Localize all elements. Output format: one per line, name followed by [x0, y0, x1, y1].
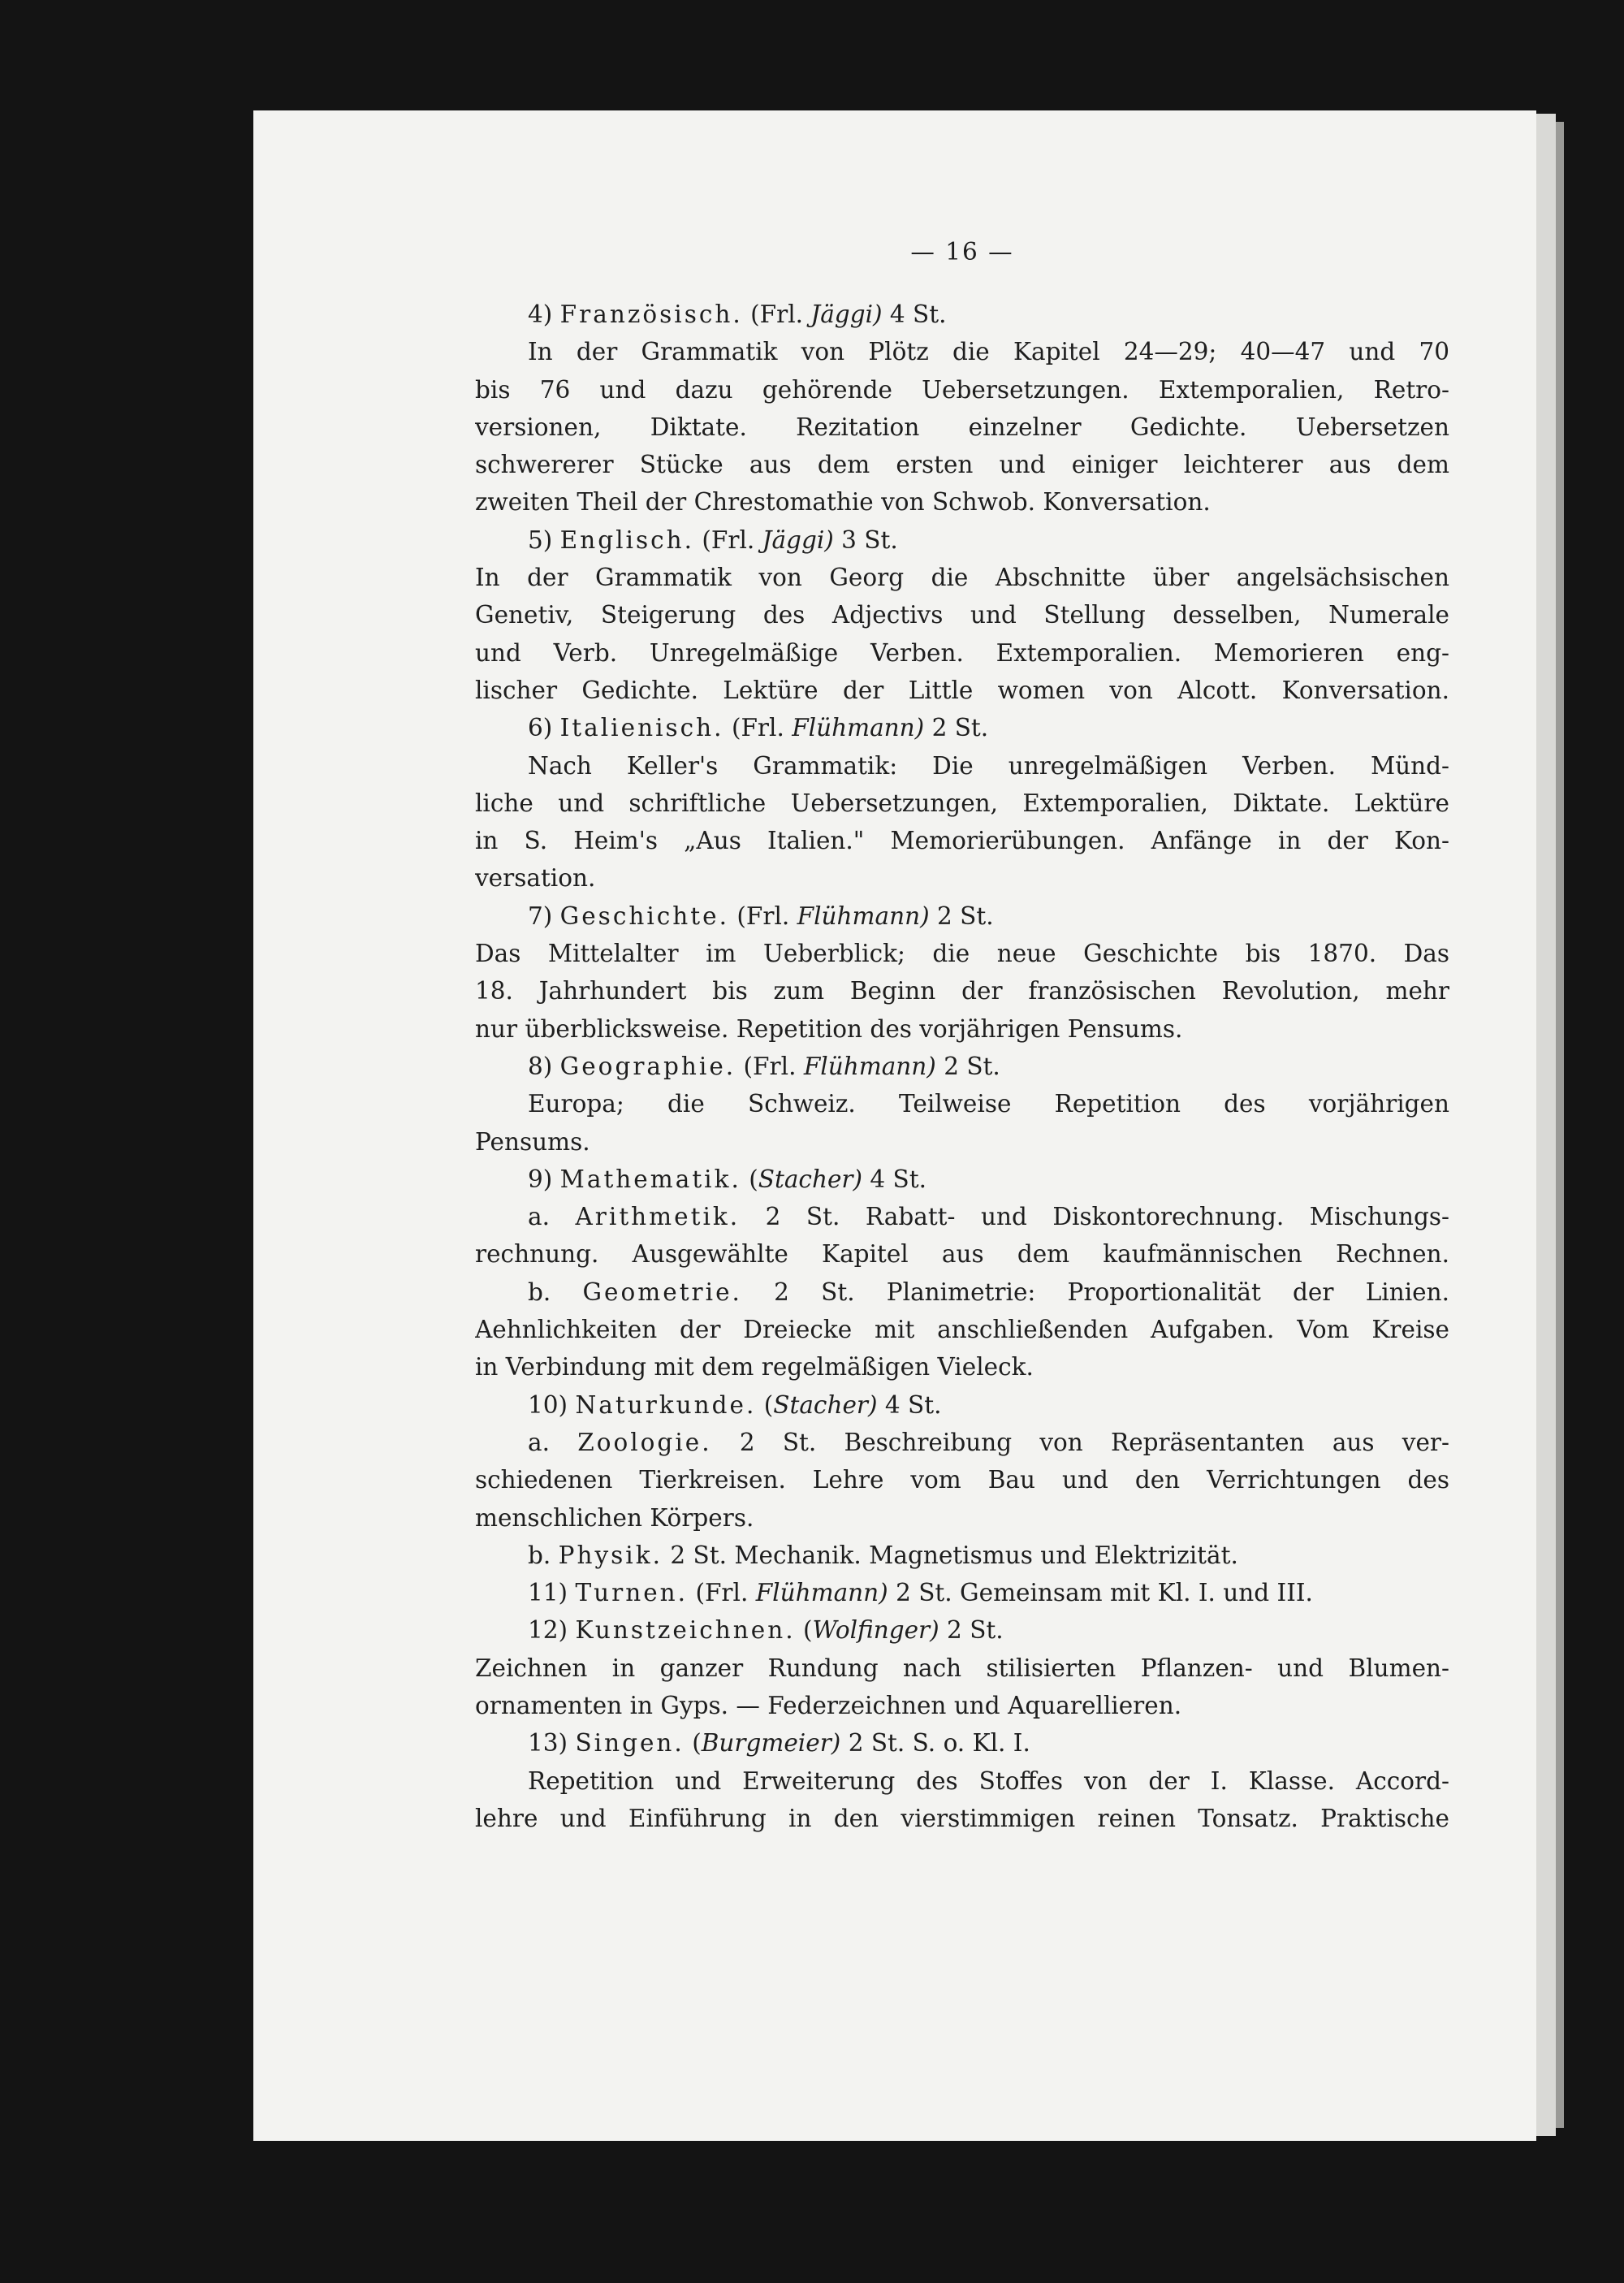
subject-heading: Zoologie.: [577, 1428, 712, 1456]
text-line: [475, 1611, 1449, 1649]
text-segment: 4 St.: [862, 1165, 926, 1193]
text-segment: 18. Jahrhundert bis zum Beginn der französischen Revolution, mehr: [475, 977, 1449, 1005]
text-line: [475, 859, 1449, 897]
text-line: [475, 709, 1449, 746]
text-segment: nur überblicksweise. Repetition des vorjährigen Pensums.: [475, 1014, 1183, 1043]
text-line: [475, 1537, 1449, 1574]
text-line: [475, 1687, 1449, 1724]
text-segment: in Verbindung mit dem regelmäßigen Vieleck.: [475, 1353, 1034, 1381]
page-edge: [1536, 114, 1556, 2136]
text-segment: 6): [528, 714, 560, 742]
page-edge-shadow: [1556, 122, 1564, 2128]
text-line: [475, 747, 1449, 785]
text-line: [475, 1386, 1449, 1424]
text-line: [475, 521, 1449, 559]
text-line: [475, 1273, 1449, 1311]
teacher-name: Flühmann): [792, 714, 925, 742]
text-line: [475, 672, 1449, 709]
text-segment: lischer Gedichte. Lektüre der Little women von Alcott. Konversation.: [475, 676, 1449, 704]
text-line: [475, 935, 1449, 972]
teacher-name: Wolfinger): [812, 1616, 939, 1645]
text-line: [475, 897, 1449, 935]
text-segment: versionen, Diktate. Rezitation einzelner Gedichte. Uebersetzen: [475, 413, 1449, 441]
teacher-name: Flühmann): [755, 1579, 888, 1607]
subject-heading: Physik.: [558, 1541, 663, 1569]
text-segment: (Frl.: [693, 525, 762, 554]
text-segment: 3 St.: [833, 525, 898, 554]
text-segment: 8): [528, 1052, 560, 1080]
text-line: [475, 1424, 1449, 1461]
text-segment: a.: [528, 1428, 578, 1456]
subject-heading: Singen.: [575, 1729, 685, 1758]
text-line: [475, 596, 1449, 633]
subject-heading: Italienisch.: [559, 714, 724, 742]
subject-heading: Kunstzeichnen.: [575, 1616, 796, 1645]
text-line: [475, 634, 1449, 672]
subject-heading: Geschichte.: [559, 902, 729, 930]
text-segment: ornamenten in Gyps. — Federzeichnen und Aquarellieren.: [475, 1691, 1182, 1719]
text-line: [475, 483, 1449, 521]
text-segment: Nach Keller's Grammatik: Die unregelmäßigen Verben. Münd-: [528, 751, 1449, 780]
text-segment: (: [795, 1616, 813, 1645]
text-segment: 2 St. Mechanik. Magnetismus und Elektrizität.: [662, 1541, 1238, 1569]
text-segment: 4): [528, 301, 560, 328]
text-segment: menschlichen Körpers.: [475, 1503, 754, 1532]
teacher-name: Stacher): [758, 1165, 863, 1193]
text-line: [475, 1499, 1449, 1537]
subject-heading: Mathematik.: [559, 1165, 741, 1193]
text-segment: 9): [528, 1165, 560, 1193]
text-segment: Repetition und Erweiterung des Stoffes von der I. Klasse. Accord-: [528, 1766, 1449, 1795]
subject-heading: Geographie.: [559, 1052, 736, 1080]
teacher-name: Burgmeier): [701, 1729, 841, 1758]
text-segment: (Frl.: [742, 301, 811, 328]
text-segment: Genetiv, Steigerung des Adjectivs und Stellung desselben, Numerale: [475, 601, 1449, 629]
teacher-name: Flühmann): [803, 1052, 936, 1080]
text-segment: (Frl.: [688, 1579, 756, 1607]
text-segment: b.: [528, 1278, 583, 1306]
text-segment: versation.: [475, 864, 596, 893]
text-line: [475, 1800, 1449, 1837]
text-segment: 2 St.: [924, 714, 989, 742]
text-line: [475, 1123, 1449, 1161]
text-segment: 11): [528, 1579, 576, 1607]
text-line: [475, 409, 1449, 446]
subject-heading: Naturkunde.: [575, 1390, 757, 1419]
page-number: — 16 —: [910, 238, 1014, 266]
text-segment: zweiten Theil der Chrestomathie von Schwob. Konversation.: [475, 488, 1211, 517]
teacher-name: Flühmann): [797, 902, 930, 930]
text-line: [475, 1235, 1449, 1273]
body-text: [475, 296, 1449, 1837]
text-segment: 2 St. S. o. Kl. I.: [840, 1729, 1030, 1758]
text-segment: 2 St.: [939, 1616, 1004, 1645]
text-segment: 2 St.: [929, 902, 994, 930]
text-segment: (: [756, 1390, 774, 1419]
text-line: [475, 1461, 1449, 1498]
text-segment: Zeichnen in ganzer Rundung nach stilisierten Pflanzen- und Blumen-: [475, 1654, 1449, 1682]
text-segment: (: [741, 1165, 758, 1193]
text-segment: liche und schriftliche Uebersetzungen, Extemporalien, Diktate. Lektüre: [475, 789, 1449, 817]
text-segment: 7): [528, 902, 560, 930]
text-segment: 2 St. Planimetrie: Proportionalität der Linien.: [741, 1278, 1449, 1306]
text-segment: Pensums.: [475, 1127, 590, 1156]
page-text: [475, 234, 1449, 1837]
text-segment: 2 St.: [935, 1052, 1000, 1080]
text-segment: a.: [528, 1203, 576, 1231]
text-segment: schwererer Stücke aus dem ersten und einiger leichterer aus dem: [475, 451, 1449, 479]
subject-heading: Französisch.: [559, 301, 743, 328]
subject-heading: Geometrie.: [582, 1278, 742, 1306]
text-line: [475, 1311, 1449, 1348]
text-segment: lehre und Einführung in den vierstimmigen reinen Tonsatz. Praktische: [475, 1804, 1449, 1832]
text-segment: 4 St.: [877, 1390, 942, 1419]
teacher-name: Jäggi): [762, 525, 834, 554]
text-line: [475, 1198, 1449, 1235]
text-segment: 2 St. Rabatt- und Diskontorechnung. Mischungs-: [740, 1203, 1449, 1231]
subject-heading: Englisch.: [559, 525, 694, 554]
text-segment: rechnung. Ausgewählte Kapitel aus dem kaufmännischen Rechnen.: [475, 1240, 1449, 1269]
text-line: [475, 1348, 1449, 1386]
text-line: [475, 1574, 1449, 1611]
text-line: [475, 371, 1449, 409]
subject-heading: Turnen.: [575, 1579, 689, 1607]
text-segment: schiedenen Tierkreisen. Lehre vom Bau und den Verrichtungen des: [475, 1466, 1449, 1494]
text-line: [475, 1762, 1449, 1800]
text-line: [475, 296, 1449, 333]
text-line: [475, 785, 1449, 822]
text-line: [475, 1650, 1449, 1687]
text-segment: (Frl.: [723, 714, 793, 742]
text-segment: in S. Heim's „Aus Italien." Memorierübungen. Anfänge in der Kon-: [475, 827, 1449, 855]
text-line: [475, 333, 1449, 370]
text-line: [475, 1085, 1449, 1122]
text-segment: (: [684, 1729, 702, 1758]
text-line: [475, 1724, 1449, 1762]
text-segment: Aehnlichkeiten der Dreiecke mit anschließenden Aufgaben. Vom Kreise: [475, 1316, 1449, 1344]
text-line: [475, 1161, 1449, 1198]
text-segment: (Frl.: [729, 902, 797, 930]
text-segment: und Verb. Unregelmäßige Verben. Extemporalien. Memorieren eng-: [475, 638, 1449, 667]
text-line: [475, 1048, 1449, 1085]
text-line: [475, 1010, 1449, 1048]
teacher-name: Stacher): [773, 1390, 878, 1419]
text-line: [475, 822, 1449, 859]
text-segment: 10): [528, 1390, 576, 1419]
text-segment: 13): [528, 1729, 576, 1758]
teacher-name: Jäggi): [810, 301, 883, 328]
text-line: [475, 559, 1449, 596]
text-segment: In der Grammatik von Georg die Abschnitte über angelsächsischen: [475, 564, 1449, 592]
subject-heading: Arithmetik.: [575, 1203, 741, 1231]
text-segment: 2 St. Gemeinsam mit Kl. I. und III.: [888, 1579, 1313, 1607]
text-segment: In der Grammatik von Plötz die Kapitel 24—29; 40—47 und 70: [528, 338, 1449, 366]
text-segment: Europa; die Schweiz. Teilweise Repetition des vorjährigen: [528, 1090, 1449, 1118]
text-segment: 12): [528, 1616, 576, 1645]
text-segment: 5): [528, 525, 560, 554]
text-segment: 4 St.: [882, 301, 947, 328]
text-segment: b.: [528, 1541, 559, 1569]
text-segment: Das Mittelalter im Ueberblick; die neue Geschichte bis 1870. Das: [475, 940, 1449, 968]
text-line: [475, 446, 1449, 483]
text-line: [475, 972, 1449, 1010]
text-segment: 2 St. Beschreibung von Repräsentanten aus ver-: [711, 1428, 1449, 1456]
text-segment: (Frl.: [736, 1052, 804, 1080]
text-segment: bis 76 und dazu gehörende Uebersetzungen. Extemporalien, Retro-: [475, 375, 1449, 404]
